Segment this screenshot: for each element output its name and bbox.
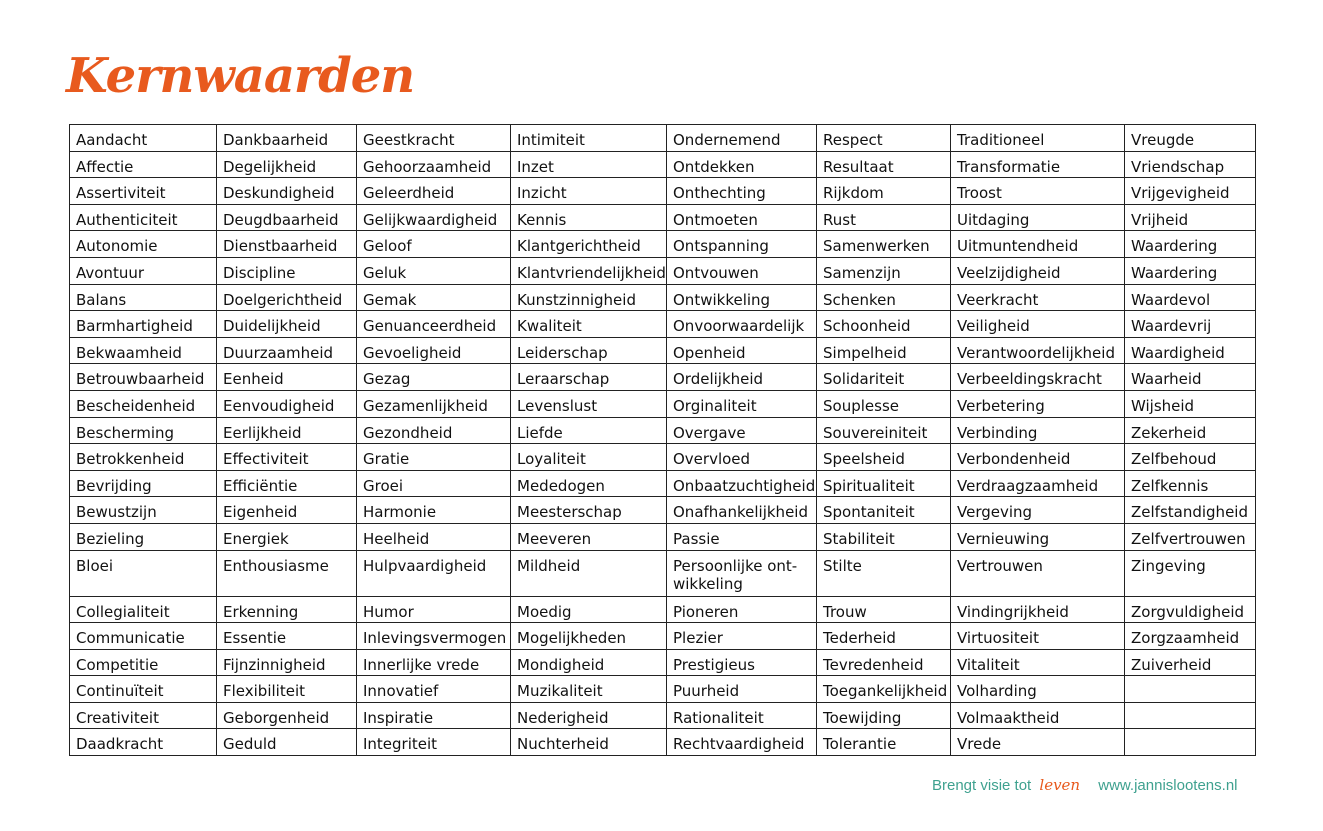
core-values-table (69, 124, 1256, 756)
table-row (70, 125, 1256, 152)
table-cell: Zorgvuldigheid (1125, 596, 1256, 623)
table-cell: Passie (667, 523, 817, 550)
table-cell: Tolerantie (817, 729, 951, 756)
table-cell: Waardering (1125, 257, 1256, 284)
table-cell: Inlevingsvermogen (357, 623, 511, 650)
table-row (70, 550, 1256, 596)
table-cell: Troost (951, 178, 1125, 205)
table-cell: Verbeeldingskracht (951, 364, 1125, 391)
table-cell: Loyaliteit (511, 444, 667, 471)
table-cell: Muzikaliteit (511, 676, 667, 703)
table-cell: Vriendschap (1125, 151, 1256, 178)
table-row (70, 649, 1256, 676)
table-cell: Openheid (667, 337, 817, 364)
footer-website[interactable]: www.jannislootens.nl (1098, 777, 1238, 794)
page-title: Kernwaarden (66, 48, 415, 104)
table-cell: Leiderschap (511, 337, 667, 364)
table-cell: Ontwikkeling (667, 284, 817, 311)
table-cell: Mildheid (511, 550, 667, 596)
table-row (70, 523, 1256, 550)
table-cell: Continuïteit (70, 676, 217, 703)
table-cell: Duurzaamheid (217, 337, 357, 364)
table-cell: Kwaliteit (511, 311, 667, 338)
table-cell: Nederigheid (511, 702, 667, 729)
table-cell: Verantwoordelijkheid (951, 337, 1125, 364)
table-cell: Bescheidenheid (70, 390, 217, 417)
table-cell: Overgave (667, 417, 817, 444)
table-row (70, 311, 1256, 338)
table-cell: Vrijgevigheid (1125, 178, 1256, 205)
table-cell: Doelgerichtheid (217, 284, 357, 311)
table-cell: Samenzijn (817, 257, 951, 284)
table-cell: Communicatie (70, 623, 217, 650)
table-cell: Duidelijkheid (217, 311, 357, 338)
table-cell: Pioneren (667, 596, 817, 623)
table-cell: Inzicht (511, 178, 667, 205)
table-cell: Schenken (817, 284, 951, 311)
table-cell: Bevrijding (70, 470, 217, 497)
table-cell: Erkenning (217, 596, 357, 623)
table-row (70, 596, 1256, 623)
table-cell: Discipline (217, 257, 357, 284)
table-cell: Virtuositeit (951, 623, 1125, 650)
table-cell: Enthousiasme (217, 550, 357, 596)
table-cell: Inspiratie (357, 702, 511, 729)
table-cell: Geluk (357, 257, 511, 284)
table-cell: Gevoeligheid (357, 337, 511, 364)
table-cell: Verbetering (951, 390, 1125, 417)
table-row (70, 204, 1256, 231)
table-cell: Innovatief (357, 676, 511, 703)
table-cell: Barmhartigheid (70, 311, 217, 338)
table-cell: Flexibiliteit (217, 676, 357, 703)
table-cell: Geborgenheid (217, 702, 357, 729)
table-cell: Toegankelijkheid (817, 676, 951, 703)
table-row (70, 364, 1256, 391)
table-row (70, 497, 1256, 524)
table-cell: Bezieling (70, 523, 217, 550)
table-cell: Onvoorwaardelijk (667, 311, 817, 338)
table-cell: Zelfstandigheid (1125, 497, 1256, 524)
table-cell: Zorgzaamheid (1125, 623, 1256, 650)
table-cell: Liefde (511, 417, 667, 444)
table-cell: Trouw (817, 596, 951, 623)
table-cell: Leraarschap (511, 364, 667, 391)
table-row (70, 417, 1256, 444)
table-row (70, 337, 1256, 364)
table-cell: Ordelijkheid (667, 364, 817, 391)
table-cell: Toewijding (817, 702, 951, 729)
table-cell: Zingeving (1125, 550, 1256, 596)
table-cell: Stilte (817, 550, 951, 596)
table-cell: Degelijkheid (217, 151, 357, 178)
table-cell: Dienstbaarheid (217, 231, 357, 258)
table-cell: Hulpvaardigheid (357, 550, 511, 596)
table-cell: Respect (817, 125, 951, 152)
table-cell: Daadkracht (70, 729, 217, 756)
table-cell: Bescherming (70, 417, 217, 444)
table-cell: Prestigieus (667, 649, 817, 676)
table-cell: Betrokkenheid (70, 444, 217, 471)
table-cell: Gemak (357, 284, 511, 311)
table-cell: Bekwaamheid (70, 337, 217, 364)
table-cell: Assertiviteit (70, 178, 217, 205)
table-cell: Mondigheid (511, 649, 667, 676)
table-cell: Schoonheid (817, 311, 951, 338)
table-cell: Ontdekken (667, 151, 817, 178)
table-cell: Tederheid (817, 623, 951, 650)
table-row (70, 702, 1256, 729)
table-cell: Integriteit (357, 729, 511, 756)
table-cell: Geloof (357, 231, 511, 258)
table-cell: Gezag (357, 364, 511, 391)
table-cell: Vrede (951, 729, 1125, 756)
table-cell: Nuchterheid (511, 729, 667, 756)
table-cell: Eenvoudigheid (217, 390, 357, 417)
table-cell: Balans (70, 284, 217, 311)
table-cell: Rust (817, 204, 951, 231)
table-cell: Eigenheid (217, 497, 357, 524)
table-row (70, 178, 1256, 205)
table-cell: Souplesse (817, 390, 951, 417)
table-row (70, 729, 1256, 756)
table-cell: Fijnzinnigheid (217, 649, 357, 676)
table-cell: Resultaat (817, 151, 951, 178)
table-cell: Gezamenlijkheid (357, 390, 511, 417)
table-cell: Waardigheid (1125, 337, 1256, 364)
table-cell: Onthechting (667, 178, 817, 205)
table-cell: Zuiverheid (1125, 649, 1256, 676)
table-cell: Veiligheid (951, 311, 1125, 338)
table-cell: Vergeving (951, 497, 1125, 524)
table-cell (1125, 676, 1256, 703)
table-cell: Rijkdom (817, 178, 951, 205)
table-cell: Zelfbehoud (1125, 444, 1256, 471)
table-cell: Eenheid (217, 364, 357, 391)
table-cell: Zekerheid (1125, 417, 1256, 444)
table-cell: Samenwerken (817, 231, 951, 258)
table-row (70, 284, 1256, 311)
table-cell: Onafhankelijkheid (667, 497, 817, 524)
table-cell: Inzet (511, 151, 667, 178)
table-cell: Verbondenheid (951, 444, 1125, 471)
footer-tagline: Brengt visie tot (932, 777, 1032, 794)
table-cell: Collegialiteit (70, 596, 217, 623)
table-cell: Traditioneel (951, 125, 1125, 152)
table-cell: Autonomie (70, 231, 217, 258)
table-cell: Volharding (951, 676, 1125, 703)
table-cell: Tevredenheid (817, 649, 951, 676)
table-cell: Simpelheid (817, 337, 951, 364)
table-row (70, 444, 1256, 471)
table-cell: Creativiteit (70, 702, 217, 729)
table-cell: Gehoorzaamheid (357, 151, 511, 178)
table-cell: Authenticiteit (70, 204, 217, 231)
table-cell: Humor (357, 596, 511, 623)
table-cell: Levenslust (511, 390, 667, 417)
table-cell: Rechtvaardigheid (667, 729, 817, 756)
table-cell: Meeveren (511, 523, 667, 550)
table-cell: Orginaliteit (667, 390, 817, 417)
table-cell: Ontspanning (667, 231, 817, 258)
table-row (70, 390, 1256, 417)
table-cell: Kennis (511, 204, 667, 231)
table-cell: Stabiliteit (817, 523, 951, 550)
table-row (70, 231, 1256, 258)
table-cell: Plezier (667, 623, 817, 650)
table-cell: Bewustzijn (70, 497, 217, 524)
table-cell: Mogelijkheden (511, 623, 667, 650)
table-cell: Essentie (217, 623, 357, 650)
table-cell: Avontuur (70, 257, 217, 284)
table-row (70, 470, 1256, 497)
table-cell: Verbinding (951, 417, 1125, 444)
table-row (70, 151, 1256, 178)
table-cell: Aandacht (70, 125, 217, 152)
table-cell: Persoonlijke ont-wikkeling (667, 550, 817, 596)
table-cell: Gelijkwaardigheid (357, 204, 511, 231)
table-cell: Rationaliteit (667, 702, 817, 729)
table-cell: Klantgerichtheid (511, 231, 667, 258)
table-row (70, 623, 1256, 650)
table-cell: Klantvriendelijkheid (511, 257, 667, 284)
table-cell: Deskundigheid (217, 178, 357, 205)
table-cell: Affectie (70, 151, 217, 178)
table-cell: Geleerdheid (357, 178, 511, 205)
table-cell: Zelfkennis (1125, 470, 1256, 497)
table-cell: Innerlijke vrede (357, 649, 511, 676)
table-cell: Volmaaktheid (951, 702, 1125, 729)
table-cell: Betrouwbaarheid (70, 364, 217, 391)
table-cell: Groei (357, 470, 511, 497)
table-cell: Gezondheid (357, 417, 511, 444)
table-cell: Wijsheid (1125, 390, 1256, 417)
table-cell: Geestkracht (357, 125, 511, 152)
table-cell: Waardevrij (1125, 311, 1256, 338)
footer-tagline-accent: leven (1039, 776, 1081, 794)
table-cell: Energiek (217, 523, 357, 550)
table-cell: Speelsheid (817, 444, 951, 471)
table-cell: Uitdaging (951, 204, 1125, 231)
table-cell: Eerlijkheid (217, 417, 357, 444)
table-cell: Spontaniteit (817, 497, 951, 524)
table-cell: Vindingrijkheid (951, 596, 1125, 623)
table-cell: Waardering (1125, 231, 1256, 258)
table-cell: Dankbaarheid (217, 125, 357, 152)
table-cell: Overvloed (667, 444, 817, 471)
table-cell: Meesterschap (511, 497, 667, 524)
table-cell: Efficiëntie (217, 470, 357, 497)
table-cell: Intimiteit (511, 125, 667, 152)
table-cell: Veelzijdigheid (951, 257, 1125, 284)
table-cell: Mededogen (511, 470, 667, 497)
table-cell: Spiritualiteit (817, 470, 951, 497)
table-cell: Uitmuntendheid (951, 231, 1125, 258)
table-cell: Ontmoeten (667, 204, 817, 231)
table-cell: Vertrouwen (951, 550, 1125, 596)
table-cell: Geduld (217, 729, 357, 756)
table-cell: Bloei (70, 550, 217, 596)
table-cell: Harmonie (357, 497, 511, 524)
table-row (70, 257, 1256, 284)
table-cell (1125, 702, 1256, 729)
table-cell: Souvereiniteit (817, 417, 951, 444)
table-cell: Puurheid (667, 676, 817, 703)
table-cell: Solidariteit (817, 364, 951, 391)
core-values-body (70, 125, 1256, 756)
table-cell: Deugdbaarheid (217, 204, 357, 231)
table-cell: Vrijheid (1125, 204, 1256, 231)
table-cell: Effectiviteit (217, 444, 357, 471)
table-cell: Zelfvertrouwen (1125, 523, 1256, 550)
table-cell: Transformatie (951, 151, 1125, 178)
table-cell: Vitaliteit (951, 649, 1125, 676)
table-cell: Waarheid (1125, 364, 1256, 391)
table-cell: Waardevol (1125, 284, 1256, 311)
table-cell (1125, 729, 1256, 756)
table-cell: Ondernemend (667, 125, 817, 152)
table-cell: Onbaatzuchtigheid (667, 470, 817, 497)
table-cell: Vernieuwing (951, 523, 1125, 550)
table-cell: Competitie (70, 649, 217, 676)
table-cell: Genuanceerdheid (357, 311, 511, 338)
table-cell: Ontvouwen (667, 257, 817, 284)
table-cell: Heelheid (357, 523, 511, 550)
table-cell: Veerkracht (951, 284, 1125, 311)
table-cell: Verdraagzaamheid (951, 470, 1125, 497)
footer (932, 776, 1238, 794)
table-cell: Gratie (357, 444, 511, 471)
table-cell: Moedig (511, 596, 667, 623)
table-row (70, 676, 1256, 703)
table-cell: Kunstzinnigheid (511, 284, 667, 311)
table-cell: Vreugde (1125, 125, 1256, 152)
